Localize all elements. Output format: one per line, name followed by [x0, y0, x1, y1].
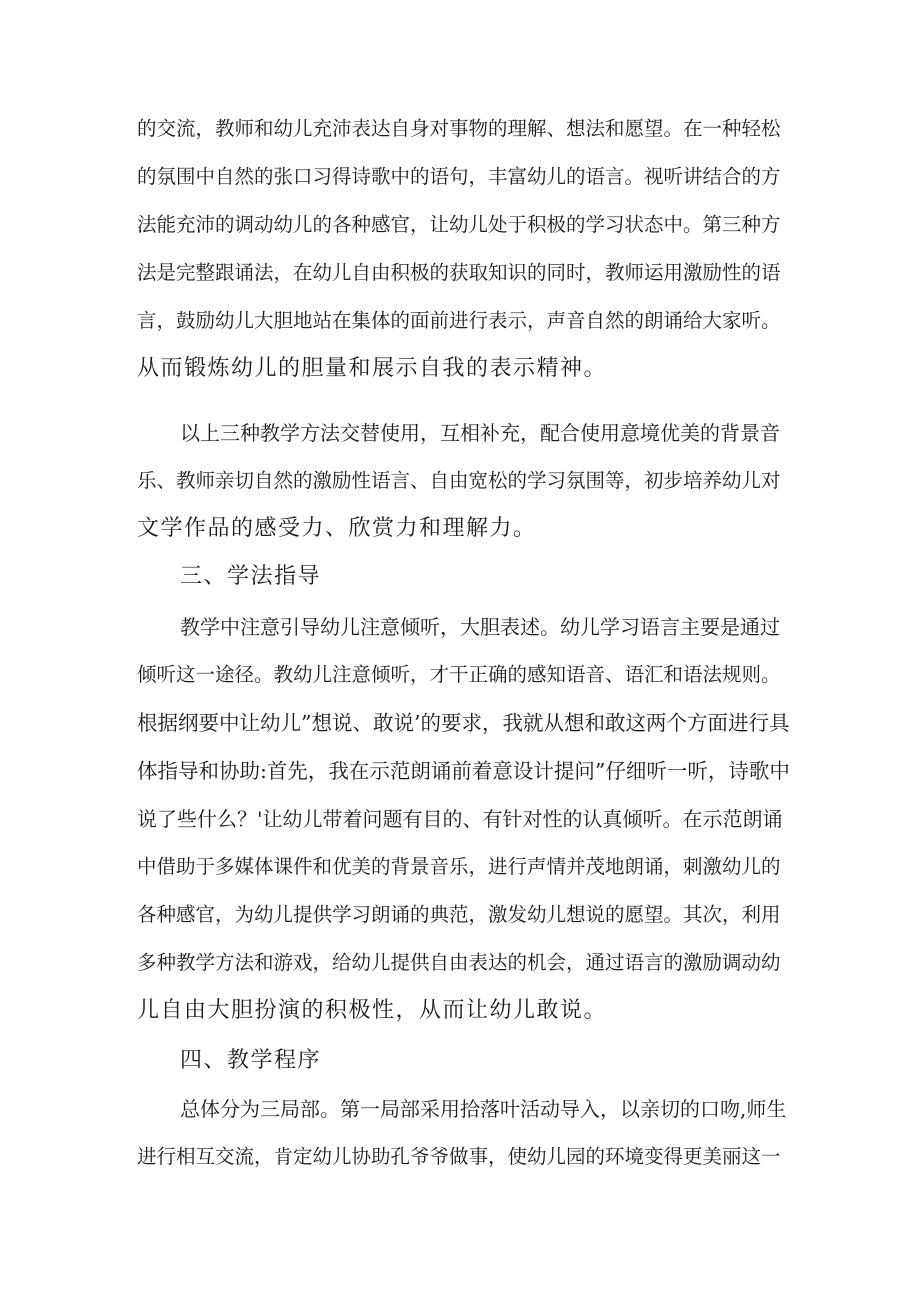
paragraph-first-line: 总体分为三局部。第一局部采用拾落叶活动导入，以亲切的口吻,师生: [180, 1097, 787, 1121]
text-line: 乐、教师亲切自然的激励性语言、自由宽松的学习氛围等，初步培养幼儿对: [137, 469, 781, 492]
section-heading: 三、学法指导: [180, 564, 322, 589]
text-line: 倾听这一途径。教幼儿注意倾听，才干正确的感知语音、语汇和语法规则。: [137, 663, 781, 686]
paragraph-first-line: 以上三种教学方法交替使用，互相补充，配合使用意境优美的背景音: [180, 421, 780, 445]
text-line: 法是完整跟诵法，在幼儿自由积极的获取知识的同时，教师运用激励性的语: [137, 261, 781, 284]
text-line: 法能充沛的调动幼儿的各种感官，让幼儿处于积极的学习状态中。第三种方: [137, 213, 781, 236]
text-line: 体指导和协助:首先，我在示范朗诵前着意设计提问”仔细听一听，诗歌中: [137, 759, 790, 783]
text-line: 从而锻炼幼儿的胆量和展示自我的表示精神。: [137, 356, 608, 381]
text-line: 中借助于多媒体课件和优美的背景音乐，进行声情并茂地朗诵，刺激幼儿的: [137, 855, 781, 878]
paragraph-first-line: 教学中注意引导幼儿注意倾听，大胆表述。幼儿学习语言主要是通过: [180, 615, 780, 639]
text-line: 言，鼓励幼儿大胆地站在集体的面前进行表示，声音自然的朗诵给大家听。: [137, 309, 781, 332]
text-line: 根据纲要中让幼儿”想说、敢说’的要求，我就从想和敢这两个方面进行具: [137, 711, 790, 735]
text-line: 的交流，教师和幼儿充沛表达自身对事物的理解、想法和愿望。在一种轻松: [137, 117, 781, 140]
text-line: 多种教学方法和游戏，给幼儿提供自由表达的机会，通过语言的激励调动幼: [137, 951, 781, 974]
text-line: 儿自由大胆扮演的积极性，从而让幼儿敢说。: [137, 998, 608, 1023]
text-line: 进行相互交流，肯定幼儿协助孔爷爷做事，使幼儿园的环境变得更美丽这一: [137, 1145, 781, 1168]
text-line: 文学作品的感受力、欣赏力和理解力。: [137, 516, 537, 541]
section-heading: 四、教学程序: [180, 1048, 322, 1073]
text-line: 的氛围中自然的张口习得诗歌中的语句，丰富幼儿的语言。视听讲结合的方: [137, 165, 781, 188]
text-line: 说了些什么？'让幼儿带着问题有目的、有针对性的认真倾听。在示范朗诵: [137, 807, 783, 831]
text-line: 各种感官，为幼儿提供学习朗诵的典范，激发幼儿想说的愿望。其次，利用: [137, 903, 781, 926]
